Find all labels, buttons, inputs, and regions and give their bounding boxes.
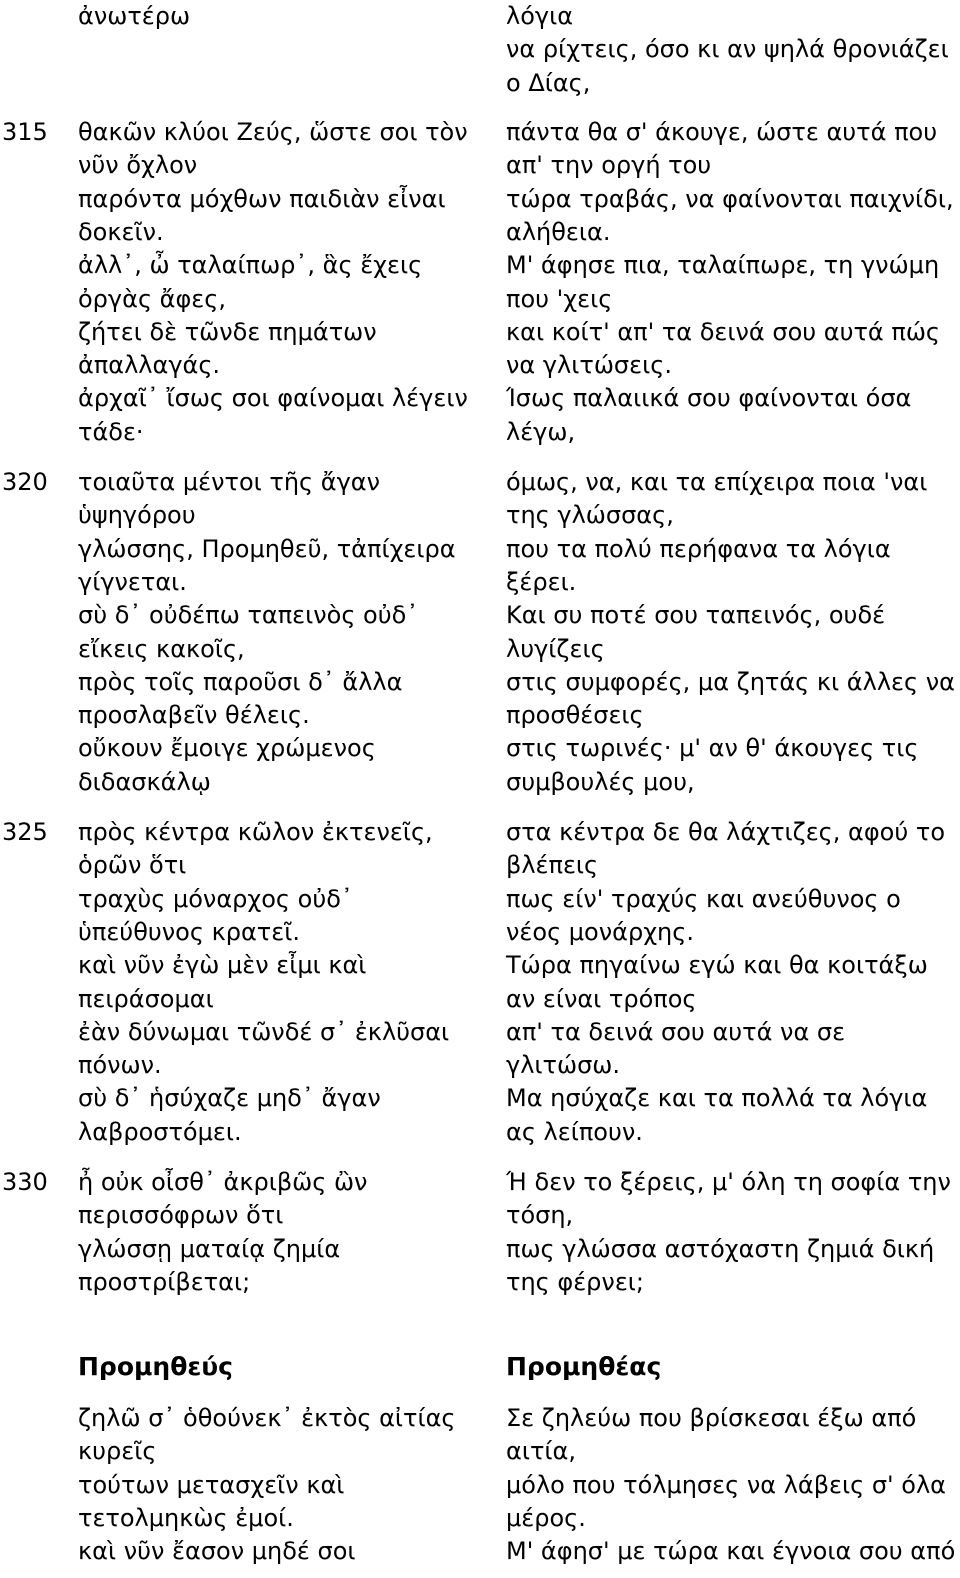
greek-verse-line: διδασκάλῳ (78, 767, 211, 796)
greek-verse-line: προσλαβεῖν θέλεις. (78, 701, 310, 730)
speaker-name-modern: Προμηθέας (506, 1352, 662, 1381)
greek-verse-line: ὑπεύθυνος κρατεῖ. (78, 917, 300, 946)
modern-translation-line: Μ' άφησ' με τώρα και έγνοια σου από (506, 1537, 956, 1566)
greek-verse-line: ἀπαλλαγάς. (78, 351, 221, 380)
greek-verse-line: καὶ νῦν ἐγὼ μὲν εἶμι καὶ (78, 951, 367, 980)
modern-translation-line: Ή δεν το ξέρεις, μ' όλη τη σοφία την (506, 1168, 951, 1196)
greek-verse-line: περισσόφρων ὅτι (78, 1201, 284, 1230)
modern-translation-line: Ίσως παλαιικά σου φαίνονται όσα (506, 384, 912, 413)
modern-translation-line: στις τωρινές· μ' αν θ' άκουγες τις (506, 734, 919, 763)
modern-translation-line: που 'χεις (506, 284, 613, 313)
greek-verse-line: πρὸς τοῖς παροῦσι δ᾽ ἄλλα (78, 667, 403, 696)
modern-translation-line: της γλώσσας, (506, 501, 674, 530)
modern-translation-line: πως είν' τραχύς και ανεύθυνος ο (506, 884, 901, 913)
modern-translation-line: πάντα θα σ' άκουγε, ώστε αυτά που (506, 118, 938, 146)
greek-verse-line: ἀνωτέρω (78, 2, 191, 30)
modern-translation-line: στα κέντρα δε θα λάχτιζες, αφού το (506, 818, 945, 846)
modern-translation-line: της φέρνει; (506, 1267, 644, 1296)
modern-translation-line: τώρα τραβάς, να φαίνονται παιχνίδι, (506, 184, 954, 213)
greek-verse-line: πρὸς κέντρα κῶλον ἐκτενεῖς, (78, 818, 433, 846)
greek-verse-line: ἦ οὐκ οἶσθ᾽ ἀκριβῶς ὢν (78, 1168, 368, 1196)
modern-translation-line: αλήθεια. (506, 217, 611, 246)
greek-verse-line: ζήτει δὲ τῶνδε πημάτων (78, 317, 377, 346)
modern-translation-line: απ' τα δεινά σου αυτά να σε (506, 1017, 846, 1046)
greek-verse-line: σὺ δ᾽ ἡσύχαζε μηδ᾽ ἄγαν (78, 1084, 381, 1113)
modern-translation-line: γλιτώσω. (506, 1051, 621, 1080)
greek-verse-line: ζηλῶ σ᾽ ὁθούνεκ᾽ ἐκτὸς αἰτίας (78, 1404, 456, 1432)
modern-translation-line: αιτία, (506, 1437, 576, 1466)
greek-verse-line: τούτων μετασχεῖν καὶ (78, 1470, 345, 1499)
greek-verse-line: ἀλλ᾽, ὦ ταλαίπωρ᾽, ἃς ἔχεις (78, 251, 423, 280)
modern-translation-line: ξέρει. (506, 567, 577, 596)
greek-verse-line: πόνων. (78, 1051, 162, 1080)
greek-verse-line: γλώσσῃ ματαίᾳ ζημία (78, 1234, 341, 1263)
greek-verse-line: ἐὰν δύνωμαι τῶνδέ σ᾽ ἐκλῦσαι (78, 1017, 450, 1046)
line-number: 330 (2, 1168, 48, 1196)
modern-translation-line: Σε ζηλεύω που βρίσκεσαι έξω από (506, 1404, 917, 1432)
greek-verse-line: δοκεῖν. (78, 217, 164, 246)
greek-verse-line: κυρεῖς (78, 1437, 157, 1466)
modern-translation-line: ας λείπουν. (506, 1117, 643, 1146)
greek-verse-line: ὑψηγόρου (78, 501, 196, 530)
modern-translation-line: Τώρα πηγαίνω εγώ και θα κοιτάξω (506, 951, 928, 980)
modern-translation-line: όμως, να, και τα επίχειρα ποια 'ναι (506, 468, 928, 496)
greek-verse-line: τάδε· (78, 417, 144, 446)
modern-translation-line: μέρος. (506, 1503, 586, 1532)
greek-verse-line: προστρίβεται; (78, 1267, 251, 1296)
greek-verse-line: ἀρχαῖ᾽ ἴσως σοι φαίνομαι λέγειν (78, 384, 468, 413)
modern-translation-line: που τα πολύ περήφανα τα λόγια (506, 534, 891, 563)
greek-verse-line: τραχὺς μόναρχος οὐδ᾽ (78, 884, 353, 913)
modern-translation-line: απ' την οργή του (506, 151, 712, 180)
modern-translation-line: αν είναι τρόπος (506, 984, 697, 1013)
greek-verse-line: πειράσομαι (78, 984, 214, 1013)
speaker-name-greek: Προμηθεύς (78, 1352, 233, 1381)
greek-verse-line: νῦν ὄχλον (78, 151, 198, 180)
modern-translation-line: λυγίζεις (506, 634, 605, 663)
modern-translation-line: Μα ησύχαζε και τα πολλά τα λόγια (506, 1084, 928, 1113)
greek-verse-line: καὶ νῦν ἔασον μηδέ σοι (78, 1537, 356, 1566)
line-number: 325 (2, 818, 48, 846)
modern-translation-line: Μ' άφησε πια, ταλαίπωρε, τη γνώμη (506, 251, 940, 280)
greek-verse-line: σὺ δ᾽ οὐδέπω ταπεινὸς οὐδ᾽ (78, 601, 419, 630)
modern-translation-line: συμβουλές μου, (506, 767, 695, 796)
modern-translation-line: πως γλώσσα αστόχαστη ζημιά δική (506, 1234, 935, 1263)
modern-translation-line: στις συμφορές, μα ζητάς κι άλλες να (506, 667, 955, 696)
greek-verse-line: εἴκεις κακοῖς, (78, 634, 245, 663)
modern-translation-line: προσθέσεις (506, 701, 644, 730)
line-number: 320 (2, 468, 48, 496)
modern-translation-line: τόση, (506, 1201, 574, 1230)
greek-verse-line: οὔκουν ἔμοιγε χρώμενος (78, 734, 376, 763)
modern-translation-line: και κοίτ' απ' τα δεινά σου αυτά πώς (506, 317, 941, 346)
modern-translation-line: να ρίχτεις, όσο κι αν ψηλά θρονιάζει (506, 35, 949, 64)
modern-translation-line: λέγω, (506, 417, 576, 446)
greek-verse-line: τετολμηκὼς ἐμοί. (78, 1503, 294, 1532)
line-number: 315 (2, 118, 48, 146)
modern-translation-line: λόγια (506, 2, 574, 30)
greek-verse-line: τοιαῦτα μέντοι τῆς ἄγαν (78, 468, 381, 496)
greek-verse-line: ὁρῶν ὅτι (78, 851, 187, 880)
modern-translation-line: μόλο που τόλμησες να λάβεις σ' όλα (506, 1470, 946, 1499)
greek-verse-line: ὀργὰς ἄφες, (78, 284, 226, 313)
greek-verse-line: θακῶν κλύοι Ζεύς, ὥστε σοι τὸν (78, 118, 468, 146)
greek-verse-line: γίγνεται. (78, 567, 187, 596)
modern-translation-line: Και συ ποτέ σου ταπεινός, ουδέ (506, 601, 886, 630)
greek-verse-line: παρόντα μόχθων παιδιὰν εἶναι (78, 184, 446, 213)
modern-translation-line: νέος μονάρχης. (506, 917, 694, 946)
modern-translation-line: να γλιτώσεις. (506, 351, 672, 380)
modern-translation-line: βλέπεις (506, 851, 599, 880)
greek-verse-line: γλώσσης, Προμηθεῦ, τἀπίχειρα (78, 534, 456, 563)
greek-verse-line: λαβροστόμει. (78, 1117, 242, 1146)
modern-translation-line: ο Δίας, (506, 68, 591, 97)
